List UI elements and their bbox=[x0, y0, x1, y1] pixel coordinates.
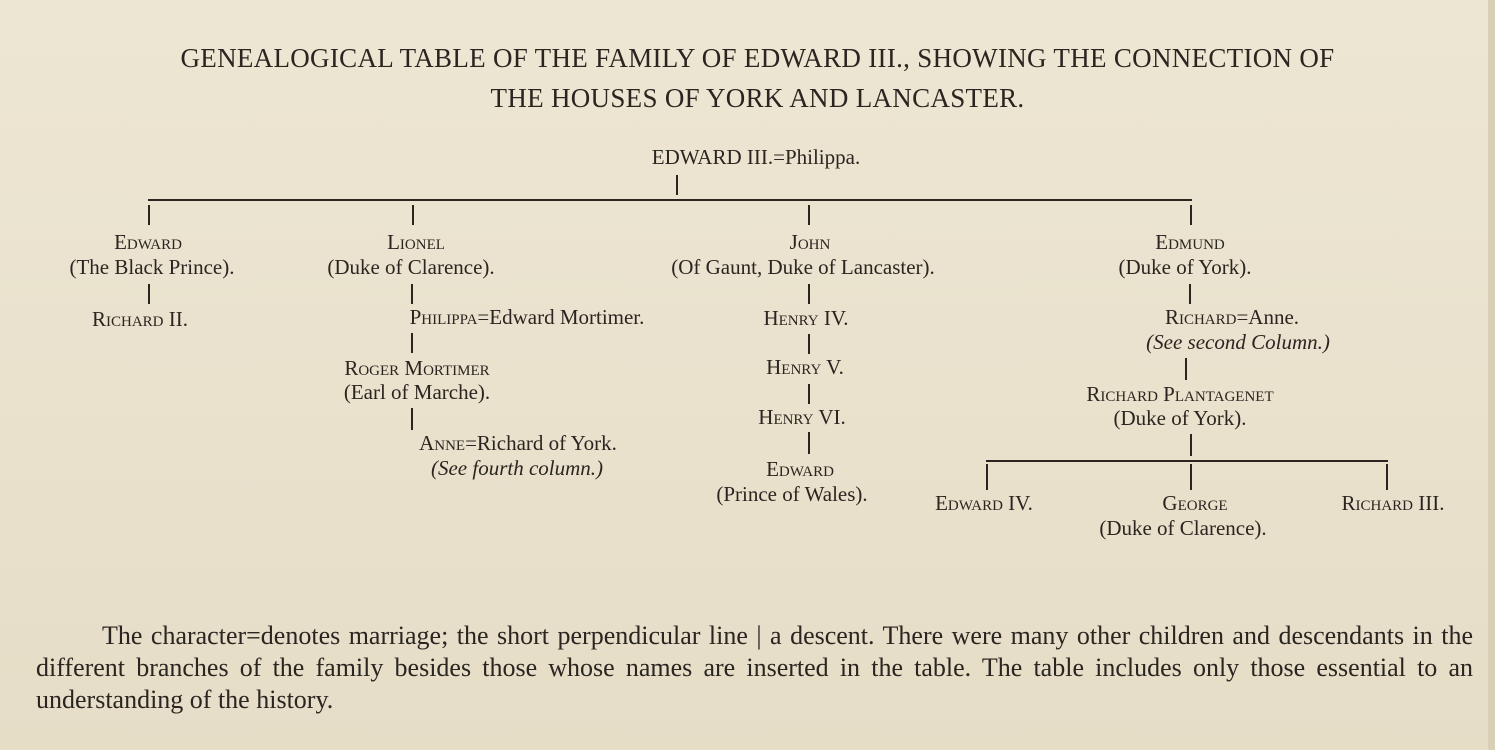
descent-line-edward-iv bbox=[986, 464, 988, 490]
footnote bbox=[36, 620, 1473, 716]
node-edward-title: (The Black Prince). bbox=[69, 255, 235, 279]
node-henry-vi: Henry VI. bbox=[758, 405, 846, 429]
node-anne: Anne bbox=[419, 431, 466, 455]
node-john-of-gaunt: John bbox=[789, 230, 831, 254]
descent-line-richard bbox=[1189, 284, 1191, 304]
node-plantagenet-title: (Duke of York). bbox=[1113, 406, 1247, 430]
node-anne-marriage bbox=[419, 431, 617, 456]
descent-line-richard-iii bbox=[1386, 464, 1388, 490]
node-philippa: Philippa bbox=[409, 305, 478, 329]
descent-line-plantagenet bbox=[1185, 358, 1187, 380]
descent-line-root bbox=[676, 175, 678, 195]
node-edward-iv: Edward IV. bbox=[935, 491, 1033, 515]
node-philippa-marriage bbox=[410, 305, 645, 330]
node-richard-note: (See second Column.) bbox=[1146, 330, 1330, 354]
node-george: George bbox=[1162, 491, 1228, 515]
descent-line-roger bbox=[411, 333, 413, 353]
node-lionel: Lionel bbox=[387, 230, 445, 254]
descent-line-edmund bbox=[1190, 205, 1192, 225]
node-richard-ii: Richard II. bbox=[92, 307, 188, 331]
node-edward-prince-title: (Prince of Wales). bbox=[716, 482, 868, 506]
descent-line-george bbox=[1190, 464, 1192, 490]
node-roger-mortimer: Roger Mortimer bbox=[344, 356, 490, 380]
title-line-2: THE HOUSES OF YORK AND LANCASTER. bbox=[490, 83, 1025, 113]
footnote-text: The character=denotes marriage; the short perpendicular line | a descent. There were many other children and descendants in the different branches of the family besides those whose names are inserted in the table. The table includes only those essential to an understanding of the history. bbox=[36, 621, 1473, 714]
node-richard-marriage bbox=[1165, 305, 1299, 330]
title-line-1: GENEALOGICAL TABLE OF THE FAMILY OF EDWARD III., SHOWING THE CONNECTION OF bbox=[180, 43, 1335, 73]
descent-line-philippa bbox=[411, 284, 413, 304]
descent-line-plantagenet-children bbox=[1190, 434, 1192, 456]
node-richard: Richard bbox=[1164, 305, 1237, 329]
node-henry-v: Henry V. bbox=[766, 355, 844, 379]
descent-line-henry-iv bbox=[808, 284, 810, 304]
node-anne-note: (See fourth column.) bbox=[430, 456, 604, 480]
node-john-title: (Of Gaunt, Duke of Lancaster). bbox=[671, 255, 935, 279]
descent-line-edward-prince bbox=[808, 432, 810, 454]
descent-line-anne bbox=[411, 408, 413, 430]
node-richard-spouse: =Anne. bbox=[1236, 305, 1300, 329]
plantagenet-children-bar bbox=[986, 460, 1388, 462]
node-edward-prince-of-wales: Edward bbox=[766, 457, 834, 481]
descent-line-richard-ii bbox=[148, 284, 150, 304]
node-lionel-title: (Duke of Clarence). bbox=[327, 255, 495, 279]
node-philippa-spouse: =Edward Mortimer. bbox=[477, 305, 645, 329]
node-roger-title: (Earl of Marche). bbox=[343, 380, 491, 404]
node-edward-black-prince: Edward bbox=[114, 230, 182, 254]
root-edward-iii-philippa: EDWARD III.=Philippa. bbox=[651, 145, 861, 169]
children-bar bbox=[148, 199, 1192, 201]
descent-line-john bbox=[808, 205, 810, 225]
node-henry-iv: Henry IV. bbox=[763, 306, 849, 330]
descent-line-lionel bbox=[412, 205, 414, 225]
node-richard-plantagenet: Richard Plantagenet bbox=[1086, 382, 1274, 406]
node-anne-spouse: =Richard of York. bbox=[465, 431, 617, 455]
node-edmund: Edmund bbox=[1155, 230, 1225, 254]
node-george-title: (Duke of Clarence). bbox=[1099, 516, 1267, 540]
descent-line-edward bbox=[148, 205, 150, 225]
descent-line-henry-v bbox=[808, 334, 810, 354]
descent-line-henry-vi bbox=[808, 384, 810, 404]
node-edmund-title: (Duke of York). bbox=[1118, 255, 1252, 279]
node-richard-iii: Richard III. bbox=[1341, 491, 1445, 515]
